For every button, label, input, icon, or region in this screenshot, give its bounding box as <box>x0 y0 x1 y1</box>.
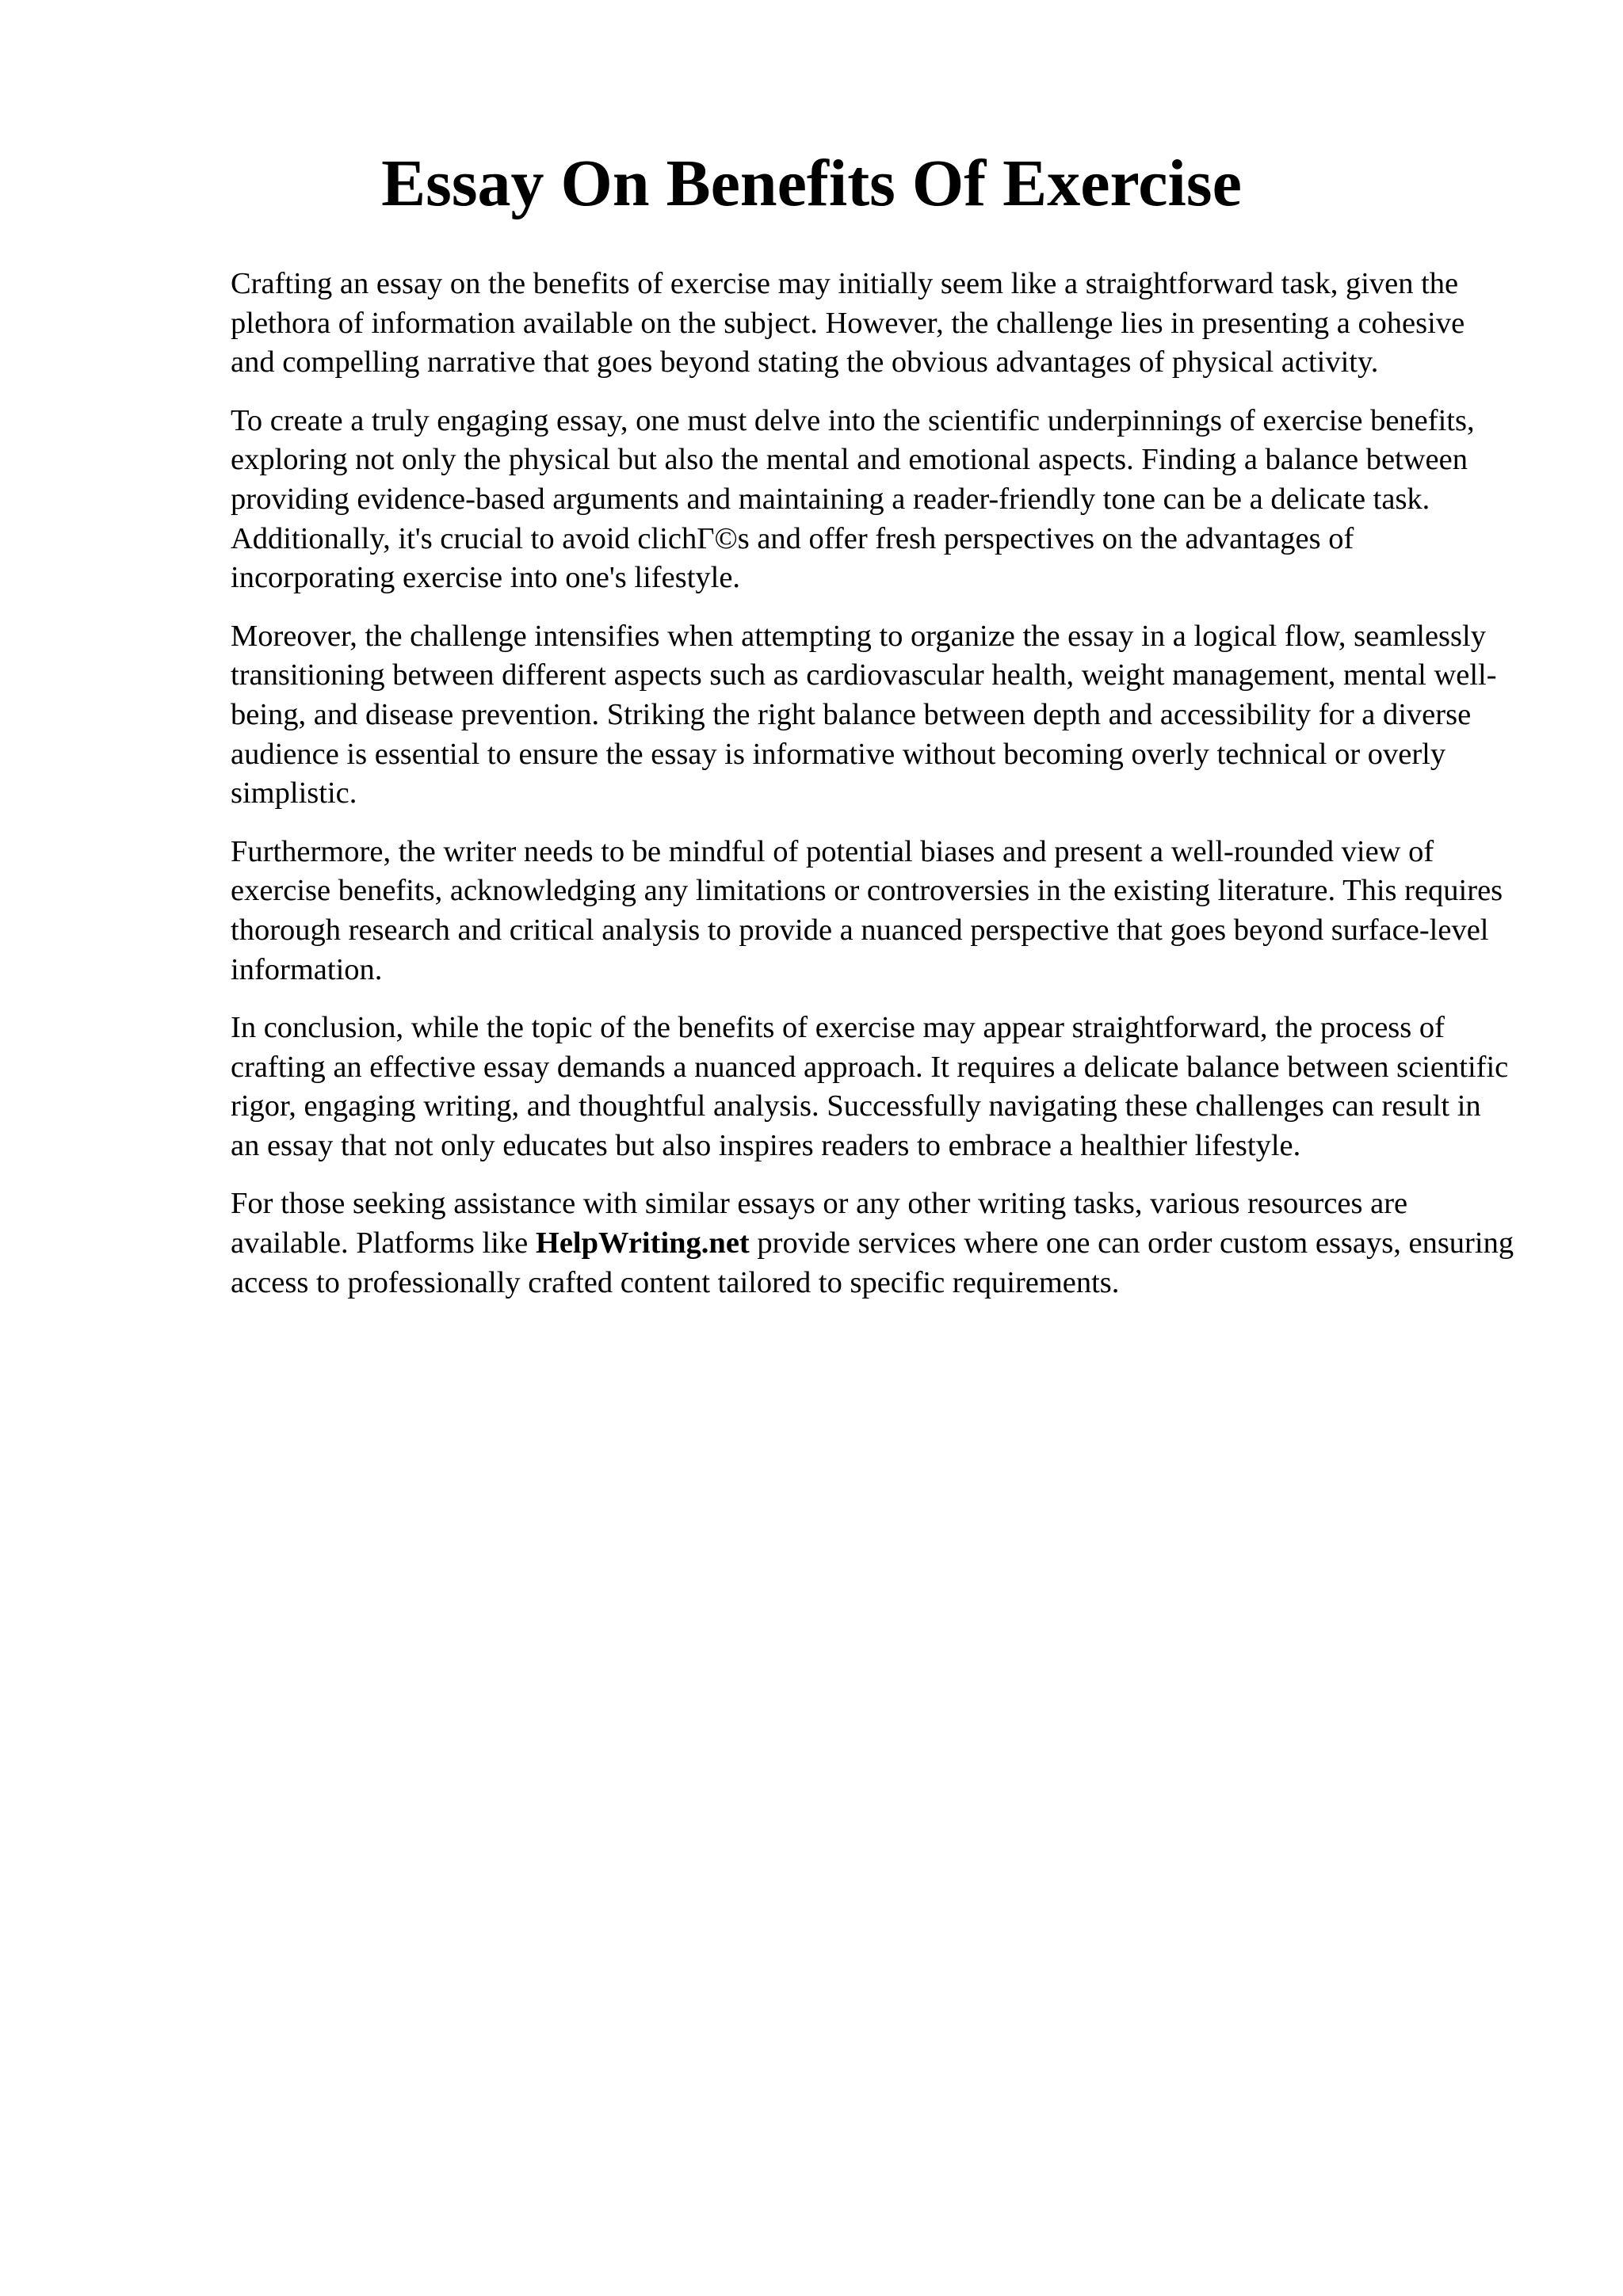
paragraph-organization: Moreover, the challenge intensifies when attempting to organize the essay in a logical flow, seamlessly transitioning between different aspects such as cardiovascular health, weight management, mental well-being, and disease prevention. Striking the right balance between depth and accessibility for a diverse audience is essential to ensure the essay is informative without becoming overly technical or overly simplistic. <box>231 619 1497 810</box>
essay-body <box>231 265 1514 1322</box>
closing-text-before-link: For those seeking assistance with similar essays or any other writing tasks, various resources are available. Platforms like <box>231 1187 1408 1261</box>
paragraph-biases: Furthermore, the writer needs to be mindful of potential biases and present a well-rounded view of exercise benefits, acknowledging any limitations or controversies in the existing literature. This requires thorough research and critical analysis to provide a nuanced perspective that goes beyond surface-level information. <box>231 834 1503 986</box>
page-title: Essay On Benefits Of Exercise <box>381 147 1242 220</box>
paragraph-conclusion: In conclusion, while the topic of the benefits of exercise may appear straightforward, the process of crafting an effective essay demands a nuanced approach. It requires a delicate balance between scientific rigor, engaging writing, and thoughtful analysis. Successfully navigating these challenges can result in an essay that not only educates but also inspires readers to embrace a healthier lifestyle. <box>231 1011 1509 1162</box>
closing-text-after-link: provide services where one can order custom essays, ensuring access to professionally crafted content tailored to specific requirements. <box>231 1226 1514 1299</box>
paragraph-closing <box>231 1184 1514 1302</box>
paragraph-intro: Crafting an essay on the benefits of exercise may initially seem like a straightforward task, given the plethora of information available on the subject. However, the challenge lies in presenting a cohesive and compelling narrative that goes beyond stating the obvious advantages of physical activity. <box>231 267 1465 379</box>
paragraph-engaging-essay: To create a truly engaging essay, one must delve into the scientific underpinnings of exercise benefits, exploring not only the physical but also the mental and emotional aspects. Finding a balance between providing evidence-based arguments and maintaining a reader-friendly tone can be a delicate task. Additionally, it's crucial to avoid clichΓ©s and offer fresh perspectives on the advantages of incorporating exercise into one's lifestyle. <box>231 403 1475 595</box>
helpwriting-link[interactable]: HelpWriting.net <box>535 1226 750 1261</box>
